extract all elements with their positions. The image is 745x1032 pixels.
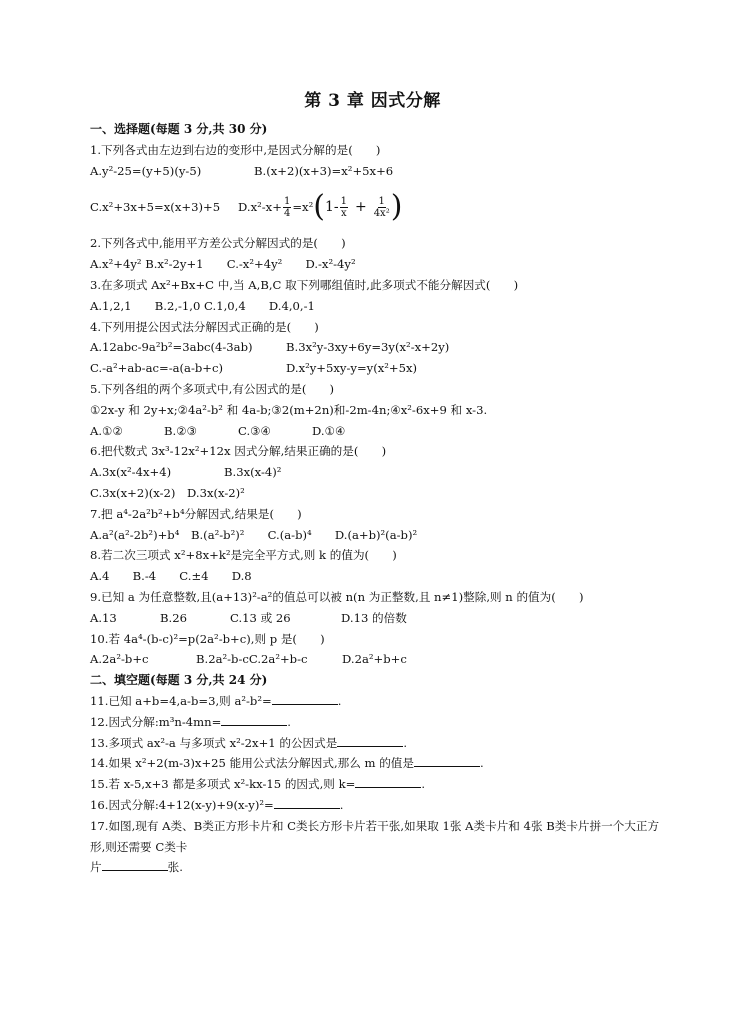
- question-13-text: 13.多项式 ax²-a 与多项式 x²-2x+1 的公因式是: [90, 735, 338, 750]
- question-10-options: [90, 649, 660, 670]
- answer-blank[interactable]: [221, 713, 287, 726]
- option-a: A.①②: [90, 423, 123, 438]
- question-13: [90, 733, 660, 754]
- question-9-stem: 9.已知 a 为任意整数,且(a+13)²-a²的值总可以被 n(n 为正整数,且 n≠1)整除,则 n 的值为( ): [90, 589, 584, 604]
- option-d: D.13 的倍数: [341, 610, 407, 625]
- question-16: [90, 795, 660, 816]
- option-a: A.3x(x²-4x+4): [90, 465, 172, 480]
- fraction-denominator: 4: [283, 207, 291, 219]
- period: .: [479, 756, 484, 771]
- question-8-options: A.4 B.-4 C.±4 D.8: [90, 569, 252, 584]
- question-4-options-ab: [90, 337, 660, 358]
- option-b: B.26: [160, 610, 187, 625]
- question-2-stem: 2.下列各式中,能用平方差公式分解因式的是( ): [90, 236, 346, 251]
- question-12-text: 12.因式分解:m³n-4mn=: [90, 714, 222, 729]
- answer-blank[interactable]: [272, 692, 338, 705]
- period: .: [339, 797, 344, 812]
- question-7-stem: 7.把 a⁴-2a²b²+b⁴分解因式,结果是( ): [90, 506, 302, 521]
- question-15-text: 15.若 x-5,x+3 都是多项式 x²-kx-15 的因式,则 k=: [90, 777, 356, 792]
- option-b: B.3x(x-4)²: [224, 465, 282, 480]
- period: .: [287, 714, 291, 729]
- question-3-options: A.1,2,1 B.2,-1,0 C.1,0,4 D.4,0,-1: [90, 298, 315, 313]
- question-3-stem: 3.在多项式 Ax²+Bx+C 中,当 A,B,C 取下列哪组值时,此多项式不能分解因式( ): [90, 277, 519, 292]
- option-d: D.2a²+b+c: [342, 652, 407, 667]
- answer-blank[interactable]: [414, 754, 480, 767]
- question-7-options: A.a²(a²-2b²)+b⁴ B.(a²-b²)² C.(a-b)⁴ D.(a+b)²(a-b)²: [90, 527, 418, 542]
- question-12: [90, 712, 660, 733]
- option-d-prefix: D.x²-x+: [238, 200, 282, 215]
- option-d: D.①④: [312, 423, 346, 438]
- answer-blank[interactable]: [102, 858, 168, 871]
- question-14-text: 14.如果 x²+2(m-3)x+25 能用公式法分解因式,那么 m 的值是: [90, 756, 414, 771]
- option-b: B.(x+2)(x+3)=x²+5x+6: [254, 163, 394, 178]
- option-d: [238, 189, 403, 225]
- question-9-options: [90, 608, 660, 629]
- question-1-options-ab: [90, 161, 660, 182]
- question-2-options: A.x²+4y² B.x²-2y+1 C.-x²+4y² D.-x²-4y²: [90, 257, 356, 272]
- question-6-options-ab: [90, 462, 660, 483]
- question-list: [90, 119, 660, 878]
- fraction-one-over-x: [340, 196, 348, 219]
- section-heading-choice: 一、选择题(每题 3 分,共 30 分): [90, 122, 268, 136]
- fraction-denominator: 4x²: [373, 207, 390, 219]
- question-11-text: 11.已知 a+b=4,a-b=3,则 a²-b²=: [90, 693, 272, 708]
- option-b: B.3x²y-3xy+6y=3y(x²-x+2y): [286, 340, 450, 355]
- option-a: A.13: [90, 610, 117, 625]
- option-a: A.12abc-9a²b²=3abc(4-3ab): [90, 340, 253, 355]
- option-c: C.13 或 26: [230, 610, 291, 625]
- answer-blank[interactable]: [355, 775, 421, 788]
- option-d: D.x²y+5xy-y=y(x²+5x): [286, 361, 418, 376]
- fraction-numerator: 1: [283, 195, 291, 207]
- period: .: [421, 777, 425, 792]
- option-a: A.y²-25=(y+5)(y-5): [90, 163, 202, 178]
- question-17-end-prefix: 片: [90, 860, 102, 875]
- question-14: [90, 753, 660, 774]
- fraction-numerator: 1: [340, 195, 347, 207]
- left-paren: (: [313, 189, 325, 225]
- question-5-items: ①2x-y 和 2y+x;②4a²-b² 和 4a-b;③2(m+2n)和-2m-4n;④x²-6x+9 和 x-3.: [90, 402, 488, 417]
- question-1-options-cd: [90, 181, 660, 233]
- option-d-mid: =x²: [292, 200, 314, 215]
- option-b: B.②③: [164, 423, 197, 438]
- question-17-text: 17.如图,现有 A类、B类正方形卡片和 C类长方形卡片若干张,如果取 1张 A类卡片和 4张 B类卡片拼一个大正方形,则还需要 C类卡: [90, 818, 660, 854]
- question-5-stem: 5.下列各组的两个多项式中,有公因式的是( ): [90, 381, 335, 396]
- question-10-stem: 10.若 4a⁴-(b-c)²=p(2a²-b+c),则 p 是( ): [90, 631, 325, 646]
- question-6-stem: 6.把代数式 3x³-12x²+12x 因式分解,结果正确的是( ): [90, 444, 387, 459]
- question-4-options-cd: [90, 358, 660, 379]
- answer-blank[interactable]: [337, 734, 403, 747]
- question-15: [90, 774, 660, 795]
- fraction-one-quarter: [283, 196, 291, 219]
- fraction-denominator: x: [340, 207, 347, 219]
- question-1-stem: 1.下列各式由左边到右边的变形中,是因式分解的是( ): [90, 142, 381, 157]
- fraction-numerator: 1: [378, 195, 385, 207]
- question-16-text: 16.因式分解:4+12(x-y)+9(x-y)²=: [90, 797, 274, 812]
- question-17-end-suffix: 张.: [167, 860, 183, 875]
- question-6-options-cd: C.3x(x+2)(x-2) D.3x(x-2)²: [90, 485, 245, 500]
- question-17-end: [90, 857, 660, 878]
- option-c: C.-a²+ab-ac=-a(a-b+c): [90, 361, 224, 376]
- plus-sign: +: [354, 199, 367, 216]
- option-c: C.③④: [238, 423, 271, 438]
- option-c: C.x²+3x+5=x(x+3)+5: [90, 200, 221, 215]
- question-8-stem: 8.若二次三项式 x²+8x+k²是完全平方式,则 k 的值为( ): [90, 548, 397, 563]
- fraction-one-over-4x2: [374, 196, 390, 219]
- option-a: A.2a²-b+c: [90, 652, 149, 667]
- question-11: [90, 691, 660, 712]
- question-5-options: [90, 421, 660, 442]
- right-paren: ): [390, 189, 403, 225]
- period: .: [337, 693, 342, 708]
- answer-blank[interactable]: [274, 796, 340, 809]
- period: .: [403, 735, 408, 750]
- section-heading-fill: 二、填空题(每题 3 分,共 24 分): [90, 673, 268, 688]
- option-d-one: 1-: [324, 199, 339, 216]
- page-title: 第 3 章 因式分解: [304, 91, 441, 111]
- option-bc: B.2a²-b-cC.2a²+b-c: [196, 652, 308, 667]
- question-4-stem: 4.下列用提公因式法分解因式正确的是( ): [90, 319, 319, 334]
